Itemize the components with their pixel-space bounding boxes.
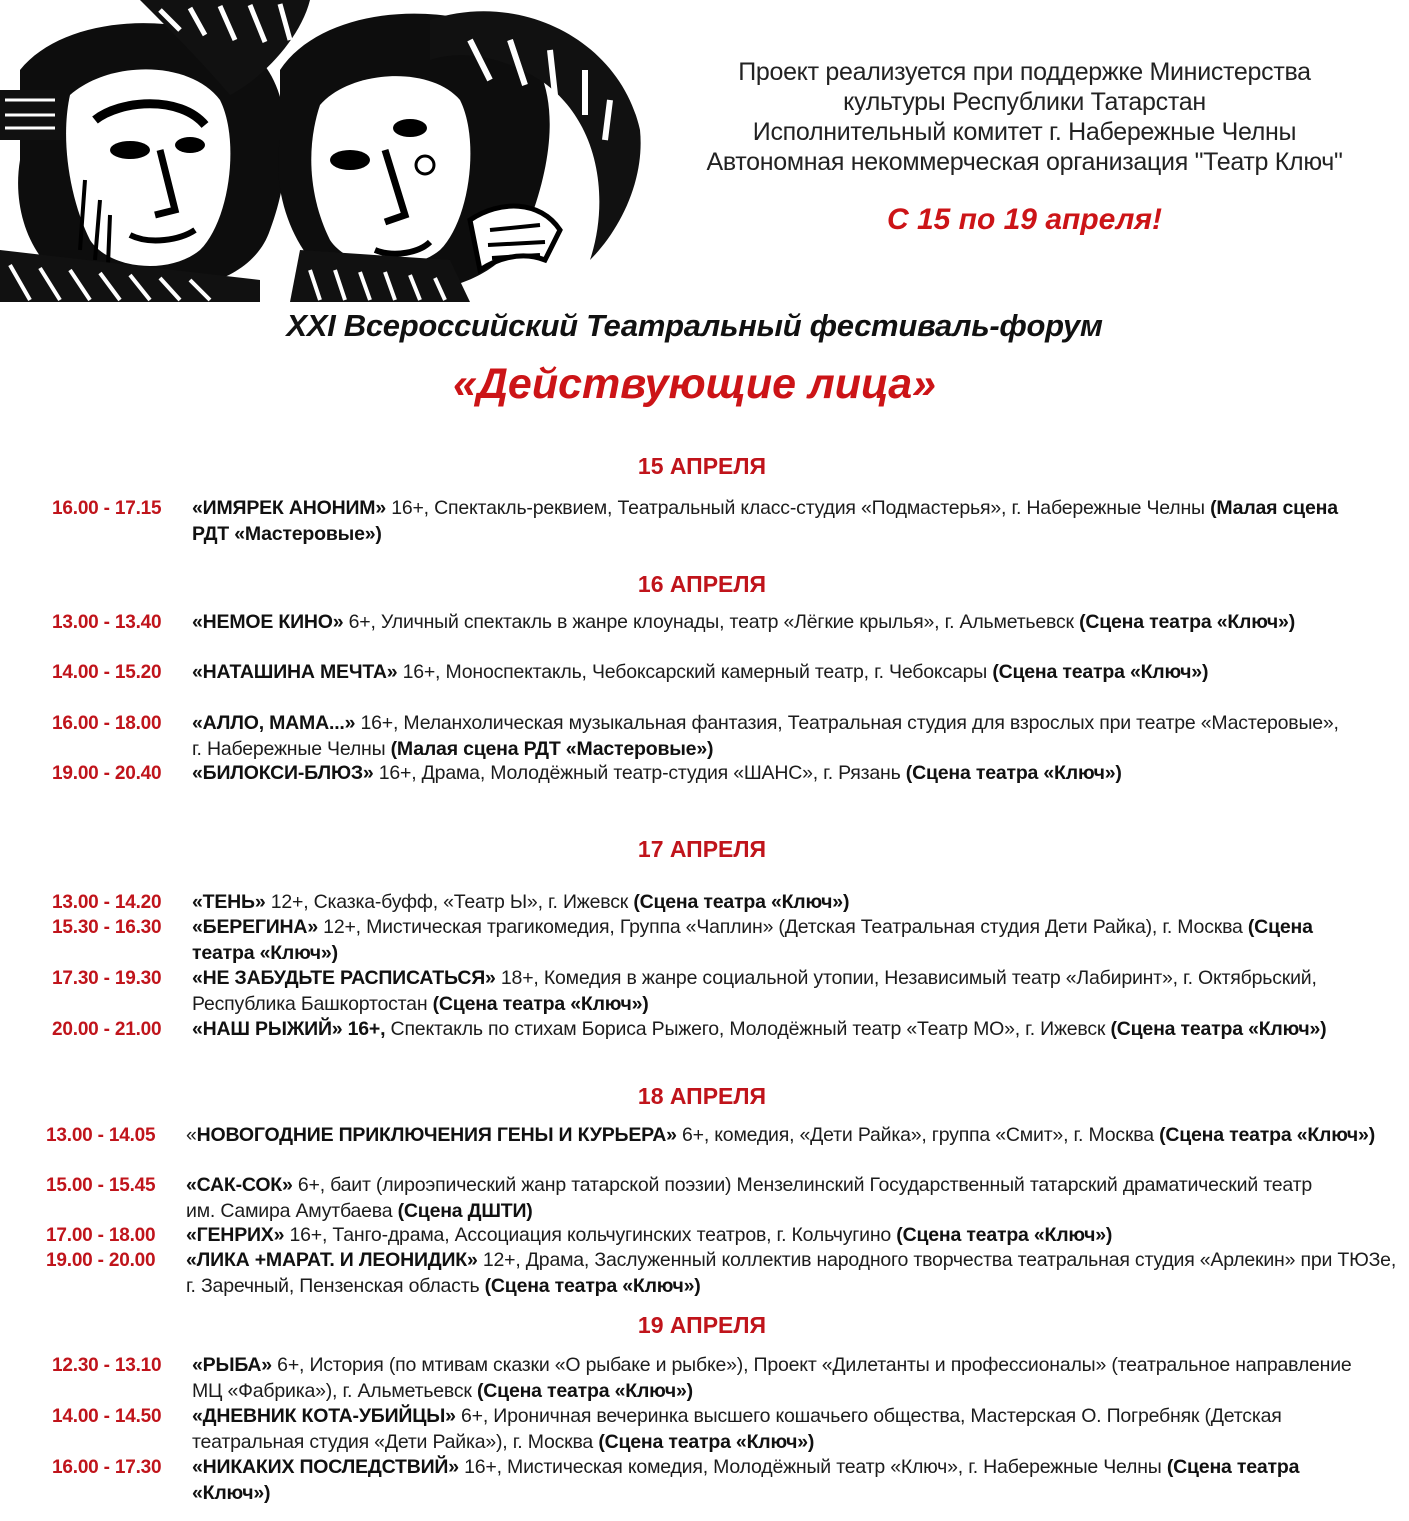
event-description (192, 1353, 1352, 1404)
festival-name: «Действующие лица» (452, 360, 937, 408)
event-description (192, 890, 1362, 916)
schedule-event (46, 1223, 1401, 1249)
event-info: 6+, История (по мтивам сказки «О рыбаке и рыбке»), Проект «Дилетанты и профессионалы» (театральное направление МЦ «Фабрика»), г. Альметьевск (192, 1354, 1352, 1402)
event-title: «НАШ РЫЖИЙ» 16+, (192, 1018, 386, 1040)
event-time: 19.00 - 20.40 (52, 763, 162, 784)
event-venue: (Сцена театра «Ключ») (192, 1456, 1300, 1504)
event-venue: (Сцена ДШТИ) (397, 1199, 533, 1222)
event-info: 16+, Моноспектакль, Чебоксарский камерный театр, г. Чебоксары (397, 661, 993, 683)
schedule-event (46, 1248, 1401, 1299)
day-heading-19: 19 АПРЕЛЯ (637, 1312, 767, 1338)
event-description (192, 1455, 1362, 1506)
event-time: 15.30 - 16.30 (52, 917, 162, 938)
event-description (192, 1017, 1362, 1043)
event-info: 6+, баит (лироэпический жанр татарской поэзии) Мензелинский Государственный татарский драматический театр им. Самира Амутбаева (186, 1174, 1312, 1222)
event-description (192, 761, 1342, 787)
event-title: «ТЕНЬ» (192, 891, 266, 913)
event-description (192, 610, 1342, 636)
event-title: «НЕ ЗАБУДЬТЕ РАСПИСАТЬСЯ» (192, 967, 496, 989)
sponsors-block (640, 57, 1409, 177)
event-description (186, 1223, 1401, 1249)
event-description (192, 711, 1342, 762)
event-description (192, 966, 1362, 1017)
schedule-event (52, 711, 1342, 762)
event-venue: (Сцена театра «Ключ») (484, 1274, 701, 1297)
event-title: «ГЕНРИХ» (186, 1224, 285, 1246)
event-venue: (Сцена театра «Ключ») (1079, 611, 1295, 633)
event-time: 16.00 - 17.30 (52, 1457, 162, 1478)
event-time: 16.00 - 17.15 (52, 498, 162, 519)
event-info: 16+, Драма, Молодёжный театр-студия «ШАНС», г. Рязань (373, 762, 906, 784)
woodcut-faces-illustration (0, 0, 647, 302)
schedule-event (52, 496, 1342, 547)
event-time: 17.00 - 18.00 (46, 1225, 156, 1246)
event-description (186, 1173, 1346, 1224)
schedule-event (52, 1017, 1362, 1043)
event-title: НОВОГОДНИЕ ПРИКЛЮЧЕНИЯ ГЕНЫ И КУРЬЕРА» (196, 1124, 677, 1146)
event-info: 12+, Сказка-буфф, «Театр Ы», г. Ижевск (265, 891, 634, 913)
event-venue: (Сцена театра «Ключ») (1159, 1124, 1375, 1146)
sponsor-line: Проект реализуется при поддержке Министерства (738, 58, 1311, 86)
festival-title: XXI Всероссийский Театральный фестиваль-форум (286, 308, 1103, 343)
day-heading-15: 15 АПРЕЛЯ (637, 453, 767, 479)
schedule-event (52, 1455, 1362, 1506)
event-venue: (Малая сцена РДТ «Мастеровые») (192, 497, 1338, 545)
event-title-quote: « (186, 1124, 197, 1146)
event-venue: (Сцена театра «Ключ») (192, 916, 1313, 964)
event-title: «НИКАКИХ ПОСЛЕДСТВИЙ» (192, 1456, 459, 1478)
schedule-event (52, 966, 1362, 1017)
event-time: 12.30 - 13.10 (52, 1355, 162, 1376)
event-info: 6+, Ироничная вечеринка высшего кошачьего общества, Мастерская О. Погребняк (Детская театральная студия «Дети Райка»), г. Москва (192, 1405, 1282, 1453)
event-info: 16+, Танго-драма, Ассоциация кольчугинских театров, г. Кольчугино (284, 1224, 897, 1246)
event-info: 6+, комедия, «Дети Райка», группа «Смит», г. Москва (676, 1124, 1160, 1146)
schedule-event (52, 761, 1342, 787)
event-time: 13.00 - 14.20 (52, 892, 162, 913)
event-title: «НЕМОЕ КИНО» (192, 611, 344, 633)
event-title: «НАТАШИНА МЕЧТА» (192, 661, 398, 683)
event-time: 14.00 - 14.50 (52, 1406, 162, 1427)
festival-dates-banner: С 15 по 19 апреля! (886, 203, 1163, 236)
festival-artwork (0, 0, 647, 302)
event-info: 6+, Уличный спектакль в жанре клоунады, театр «Лёгкие крылья», г. Альметьевск (343, 611, 1080, 633)
event-venue: (Сцена театра «Ключ») (1110, 1018, 1327, 1040)
event-venue: (Сцена театра «Ключ») (432, 992, 649, 1015)
schedule-event (52, 610, 1342, 636)
event-title: «БЕРЕГИНА» (192, 916, 318, 938)
event-time: 16.00 - 18.00 (52, 713, 162, 734)
event-venue: (Сцена театра «Ключ») (598, 1430, 815, 1453)
schedule-event (52, 1404, 1352, 1455)
event-time: 13.00 - 14.05 (46, 1125, 156, 1146)
event-title: «БИЛОКСИ-БЛЮЗ» (192, 762, 374, 784)
event-title: «ДНЕВНИК КОТА-УБИЙЦЫ» (192, 1405, 456, 1427)
event-info: Спектакль по стихам Бориса Рыжего, Молодёжный театр «Театр МО», г. Ижевск (385, 1018, 1111, 1040)
event-venue: (Сцена театра «Ключ») (476, 1379, 693, 1402)
event-info: 16+, Мистическая комедия, Молодёжный театр «Ключ», г. Набережные Челны (458, 1456, 1167, 1478)
event-info: 18+, Комедия в жанре социальной утопии, Независимый театр «Лабиринт», г. Октябрьский, Республика Башкортостан (192, 967, 1317, 1015)
event-description (192, 915, 1362, 966)
event-time: 13.00 - 13.40 (52, 612, 162, 633)
event-info: 12+, Драма, Заслуженный коллектив народного творчества театральная студия «Арлекин» при ТЮЗе, г. Заречный, Пензенская область (186, 1249, 1397, 1297)
day-heading-16: 16 АПРЕЛЯ (637, 571, 767, 597)
schedule-event (52, 890, 1362, 916)
event-title: «ЛИКА +МАРАТ. И ЛЕОНИДИК» (186, 1249, 478, 1271)
event-description (186, 1123, 1401, 1149)
day-heading-17: 17 АПРЕЛЯ (637, 836, 767, 862)
event-info: 16+, Меланхолическая музыкальная фантазия, Театральная студия для взрослых при театре «Мастеровые», г. Набережные Челны (192, 712, 1339, 760)
event-description (192, 1404, 1352, 1455)
sponsor-line: Автономная некоммерческая организация "Театр Ключ" (706, 148, 1343, 176)
event-time: 19.00 - 20.00 (46, 1250, 156, 1271)
schedule-event (52, 660, 1342, 686)
event-venue: (Малая сцена РДТ «Мастеровые») (390, 737, 714, 760)
event-info: 16+, Спектакль-реквием, Театральный класс-студия «Подмастерья», г. Набережные Челны (385, 497, 1211, 519)
event-title: «ИМЯРЕК АНОНИМ» (192, 497, 386, 519)
sponsor-line: Исполнительный комитет г. Набережные Челны (752, 118, 1297, 146)
sponsor-line: культуры Республики Татарстан (843, 88, 1206, 116)
schedule-event (52, 1353, 1352, 1404)
event-description (192, 496, 1342, 547)
event-title: «САК-СОК» (186, 1174, 293, 1196)
schedule-event (52, 915, 1362, 966)
event-time: 17.30 - 19.30 (52, 968, 162, 989)
event-description (186, 1248, 1401, 1299)
schedule-event (46, 1123, 1401, 1149)
event-venue: (Сцена театра «Ключ») (992, 661, 1209, 683)
event-info: 12+, Мистическая трагикомедия, Группа «Чаплин» (Детская Театральная студия Дети Райка), г. Москва (317, 916, 1248, 938)
event-description (192, 660, 1342, 686)
event-title: «РЫБА» (192, 1354, 272, 1376)
event-title: «АЛЛО, МАМА...» (192, 712, 356, 734)
event-time: 20.00 - 21.00 (52, 1019, 162, 1040)
event-venue: (Сцена театра «Ключ») (633, 891, 850, 913)
schedule-event (46, 1173, 1346, 1224)
event-venue: (Сцена театра «Ключ») (896, 1224, 1113, 1246)
day-heading-18: 18 АПРЕЛЯ (637, 1083, 767, 1109)
event-time: 15.00 - 15.45 (46, 1175, 156, 1196)
event-time: 14.00 - 15.20 (52, 662, 162, 683)
event-venue: (Сцена театра «Ключ») (905, 762, 1122, 784)
